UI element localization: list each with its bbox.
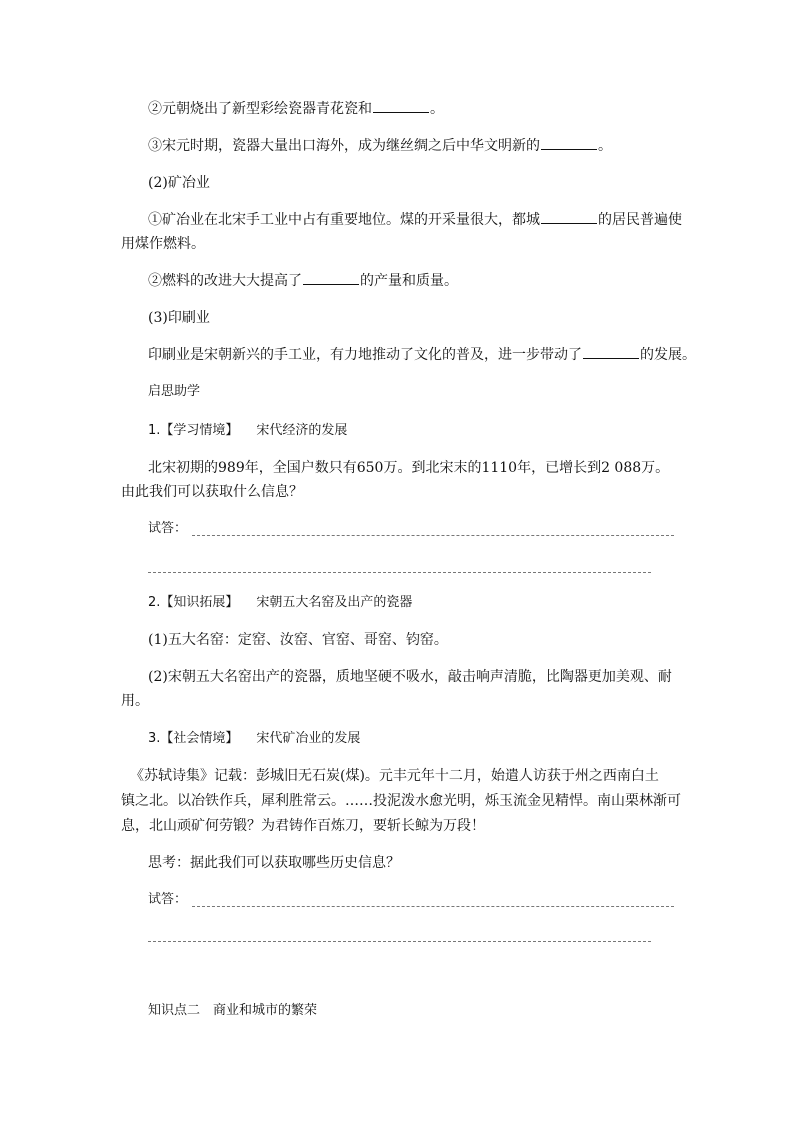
item-3-para-1: 《苏轼诗集》记载：彭城旧无石炭(煤)。元丰元年十二月，始遣人访获于州之西南白土	[130, 768, 659, 784]
item-3-tag: 【社会情境】	[160, 731, 239, 746]
fill-blank[interactable]	[303, 270, 359, 285]
fill-blank[interactable]	[541, 209, 597, 224]
answer-line-1a[interactable]	[192, 535, 674, 536]
subheading-mining: (2)矿冶业	[148, 175, 210, 191]
item-2-para-3: 用。	[121, 693, 149, 709]
item-3-heading: 3.【社会情境】 宋代矿冶业的发展	[148, 731, 361, 746]
item-2-para-1: (1)五大名窑：定窑、汝窑、官窑、哥窑、钧窑。	[148, 632, 448, 648]
answer-line-2a[interactable]	[192, 906, 674, 907]
item-1-para-2: 由此我们可以获取什么信息？	[121, 484, 303, 500]
item-1-heading: 1.【学习情境】 宋代经济的发展	[148, 423, 348, 438]
section-title-2: 知识点二 商业和城市的繁荣	[148, 1003, 318, 1018]
item-1-tag: 【学习情境】	[160, 423, 239, 438]
fill-blank[interactable]	[373, 98, 429, 113]
fill-blank[interactable]	[583, 344, 639, 359]
line-printing: 印刷业是宋朝新兴的手工业，有力地推动了文化的普及，进一步带动了 的发展。	[148, 344, 696, 366]
line-export: ③宋元时期，瓷器大量出口海外，成为继丝绸之后中华文明新的 。	[148, 135, 612, 157]
item-2-para-2: (2)宋朝五大名窑出产的瓷器，质地坚硬不吸水，敲击响声清脆，比陶器更加美观、耐	[148, 669, 672, 685]
item-1-para-1: 北宋初期的989年，全国户数只有650万。到北宋末的1110年，已增长到2 088万。	[148, 460, 670, 476]
item-3-question: 思考：据此我们可以获取哪些历史信息？	[148, 855, 400, 871]
line-qinghua: ②元朝烧出了新型彩绘瓷器青花瓷和 。	[148, 98, 444, 120]
item-2-heading: 2.【知识拓展】 宋朝五大名窑及出产的瓷器	[148, 595, 413, 610]
answer-label-2: 试答：	[148, 892, 188, 907]
answer-label-1: 试答：	[148, 521, 188, 536]
line-coal-cont: 用煤作燃料。	[121, 236, 205, 252]
line-fuel: ②燃料的改进大大提高了 的产量和质量。	[148, 270, 458, 292]
fill-blank[interactable]	[541, 135, 597, 150]
answer-line-1b[interactable]	[148, 572, 651, 573]
section-heading-qisi: 启思助学	[148, 384, 201, 399]
item-3-para-2: 镇之北。以冶铁作兵，犀利胜常云。……投泥泼水愈光明，烁玉流金见精悍。南山栗林渐可	[121, 793, 681, 809]
item-2-tag: 【知识拓展】	[160, 595, 239, 610]
subheading-printing: (3)印刷业	[148, 310, 210, 326]
item-3-para-3: 息，北山顽矿何劳锻？为君铸作百炼刀，要斩长鲸为万段！	[121, 818, 485, 834]
answer-line-2b[interactable]	[148, 941, 651, 942]
line-coal: ①矿冶业在北宋手工业中占有重要地位。煤的开采量很大，都城 的居民普遍使	[148, 209, 682, 231]
